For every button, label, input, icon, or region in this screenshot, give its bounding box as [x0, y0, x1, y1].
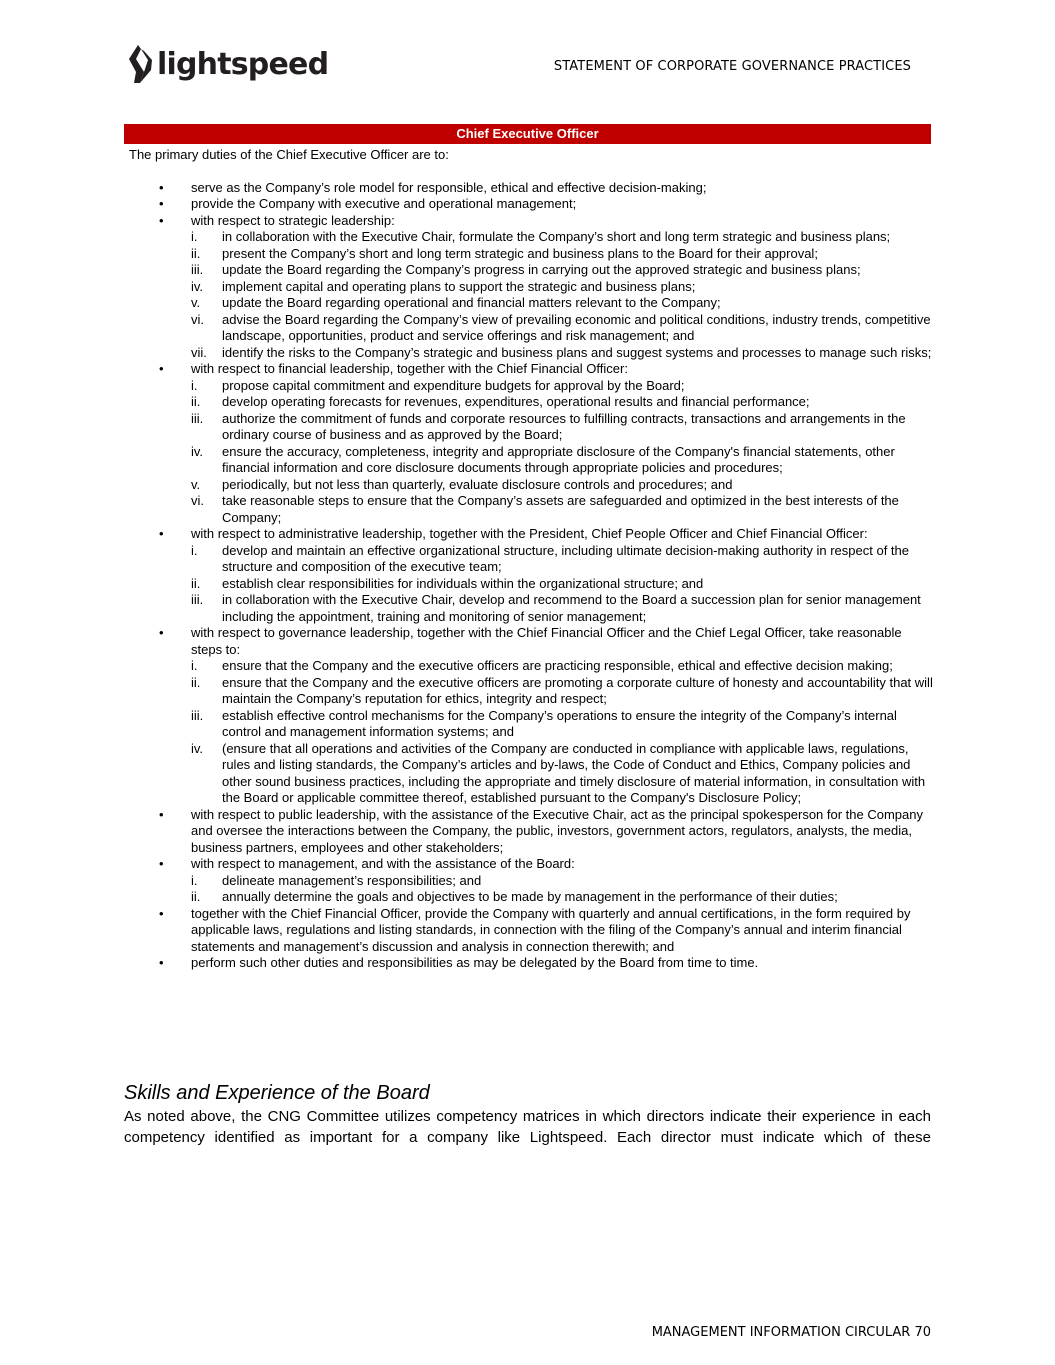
duty-subitem: [124, 873, 934, 890]
duty-subitem: [124, 378, 934, 395]
duty-subitem: [124, 229, 934, 246]
section-intro: The primary duties of the Chief Executive Officer are to:: [129, 147, 449, 162]
bullet-marker: •: [159, 856, 164, 871]
duty-subitem: [124, 675, 934, 708]
subitem-text: develop operating forecasts for revenues, expenditures, operational results and financial performance;: [222, 394, 810, 409]
duty-item: [124, 807, 934, 857]
subitem-text: in collaboration with the Executive Chair, develop and recommend to the Board a succession plan for senior management including the appointment, training and monitoring of senior management;: [222, 592, 921, 624]
bullet-marker: •: [159, 955, 164, 970]
subitem-text: in collaboration with the Executive Chair, formulate the Company’s short and long term strategic and business plans;: [222, 229, 891, 244]
duty-subitem: [124, 708, 934, 741]
subitem-text: take reasonable steps to ensure that the Company’s assets are safeguarded and optimized in the best interests of the Company;: [222, 493, 899, 525]
subitem-text: authorize the commitment of funds and corporate resources to fulfilling contracts, transactions and arrangements in the ordinary course of business and as approved by the Board;: [222, 410, 906, 442]
subitem-text: update the Board regarding the Company’s progress in carrying out the approved strategic and business plans;: [222, 262, 861, 277]
duty-item: [124, 526, 934, 625]
subitem-marker: vii.: [191, 344, 207, 360]
subitem-text: establish clear responsibilities for individuals within the organizational structure; and: [222, 575, 704, 591]
subitem-marker: ii.: [191, 394, 201, 409]
subitem-marker: i.: [191, 377, 198, 393]
subitem-marker: iv.: [191, 278, 204, 294]
subitem-marker: iv.: [191, 740, 204, 756]
duty-subitem: [124, 889, 934, 906]
lightspeed-flame-icon: [127, 43, 153, 86]
duties-list: [124, 180, 934, 972]
subitem-marker: ii.: [191, 245, 201, 261]
subitem-text: delineate management’s responsibilities; and: [222, 872, 482, 888]
subitem-text: ensure the accuracy, completeness, integrity and appropriate disclosure of the Company's financial statements, other financial information and core disclosure documents through appropriate policies and procedures;: [222, 443, 895, 475]
subitem-marker: iii.: [191, 262, 204, 277]
subitem-text: establish effective control mechanisms for the Company’s operations to ensure the integrity of the Company’s internal control and management information systems; and: [222, 707, 897, 739]
subitem-marker: iv.: [191, 443, 204, 459]
duty-subitem: [124, 394, 934, 411]
duty-text: with respect to strategic leadership:: [191, 212, 395, 228]
duty-subitems: [191, 658, 934, 807]
duty-subitems: [191, 873, 934, 906]
subitem-marker: i.: [191, 229, 198, 244]
duty-item: [124, 180, 934, 197]
subitem-marker: ii.: [191, 674, 201, 690]
subitem-marker: i.: [191, 658, 198, 673]
bullet-marker: •: [159, 625, 164, 640]
subitem-text: annually determine the goals and objectives to be made by management in the performance of their duties;: [222, 889, 838, 904]
duty-text: serve as the Company’s role model for responsible, ethical and effective decision-making;: [191, 179, 707, 195]
page-footer: MANAGEMENT INFORMATION CIRCULAR 70: [651, 1325, 931, 1340]
bullet-marker: •: [159, 526, 164, 541]
duty-item: [124, 196, 934, 213]
subitem-marker: iii.: [191, 410, 204, 426]
duty-subitems: [191, 543, 934, 626]
duty-subitem: [124, 444, 934, 477]
skills-paragraph: As noted above, the CNG Committee utilizes competency matrices in which directors indicate their experience in each competency identified as important for a company like Lightspeed. Each director must indicate which of these: [124, 1108, 931, 1146]
subitem-marker: i.: [191, 872, 198, 888]
duty-text: with respect to financial leadership, together with the Chief Financial Officer:: [191, 361, 628, 376]
duty-text: together with the Chief Financial Officer, provide the Company with quarterly and annual certifications, in the form required by applicable laws, regulations and listing standards, in connection with the filing of the Company’s annual and interim financial statements and management’s discussion and analysis in connection therewith; and: [191, 905, 911, 954]
duty-text: with respect to administrative leadership, together with the President, Chief People Officer and Chief Financial Officer:: [191, 526, 868, 541]
duty-item: [124, 361, 934, 526]
document-title: STATEMENT OF CORPORATE GOVERNANCE PRACTICES: [553, 59, 911, 74]
subitem-marker: v.: [191, 295, 201, 310]
subitem-marker: iii.: [191, 707, 204, 723]
duty-subitem: [124, 576, 934, 593]
subitem-text: ensure that the Company and the executive officers are promoting a corporate culture of honesty and accountability that will maintain the Company’s reputation for ethics, integrity and respect;: [222, 674, 933, 706]
subitem-text: advise the Board regarding the Company’s view of prevailing economic and political conditions, industry trends, competitive landscape, opportunities, product and service offerings and risk management; and: [222, 311, 931, 343]
duty-subitem: [124, 741, 934, 807]
duty-text: provide the Company with executive and operational management;: [191, 196, 577, 211]
duty-text: with respect to governance leadership, together with the Chief Financial Officer and the Chief Legal Officer, take reasonable steps to:: [191, 625, 902, 657]
company-logo: [127, 43, 328, 86]
duty-subitem: [124, 312, 934, 345]
duty-subitem: [124, 592, 934, 625]
duty-text: perform such other duties and responsibilities as may be delegated by the Board from time to time.: [191, 955, 759, 970]
duty-subitem: [124, 477, 934, 494]
subitem-marker: vi.: [191, 493, 204, 508]
subitem-text: (ensure that all operations and activities of the Company are conducted in compliance with applicable laws, regulations, rules and listing standards, the Company’s articles and by-laws, the Code of Conduct and Ethics, Company policies and other sound business practices, including the appropriate and timely disclosure of material information, in consultation with the Board or applicable committee thereof, established pursuant to the Company's Disclosure Policy;: [222, 740, 926, 805]
subitem-text: periodically, but not less than quarterly, evaluate disclosure controls and procedures; and: [222, 476, 733, 492]
duty-subitem: [124, 493, 934, 526]
subitem-marker: iii.: [191, 592, 204, 607]
subitem-marker: v.: [191, 476, 201, 492]
duty-item: [124, 856, 934, 906]
duty-subitems: [191, 229, 934, 361]
duty-item: [124, 955, 934, 972]
duty-subitem: [124, 262, 934, 279]
bullet-marker: •: [159, 361, 164, 376]
subitem-marker: i.: [191, 542, 198, 558]
duty-subitem: [124, 345, 934, 362]
subitem-marker: ii.: [191, 889, 201, 904]
bullet-marker: •: [159, 806, 164, 822]
subitem-text: identify the risks to the Company’s strategic and business plans and suggest systems and processes to manage such risks;: [222, 344, 932, 360]
bullet-marker: •: [159, 212, 164, 228]
subitem-text: ensure that the Company and the executive officers are practicing responsible, ethical and effective decision making;: [222, 658, 893, 673]
logo-wordmark: lightspeed: [157, 46, 329, 82]
subitem-text: present the Company’s short and long term strategic and business plans to the Board for their approval;: [222, 245, 818, 261]
duty-subitems: [191, 378, 934, 527]
skills-heading: Skills and Experience of the Board: [124, 1082, 430, 1104]
section-title-bar: Chief Executive Officer: [124, 124, 931, 144]
duty-item: [124, 213, 934, 362]
subitem-text: propose capital commitment and expenditure budgets for approval by the Board;: [222, 377, 685, 393]
subitem-marker: ii.: [191, 575, 201, 591]
bullet-marker: •: [159, 196, 164, 211]
duty-subitem: [124, 411, 934, 444]
duty-subitem: [124, 658, 934, 675]
subitem-text: implement capital and operating plans to support the strategic and business plans;: [222, 278, 696, 294]
subitem-text: update the Board regarding operational and financial matters relevant to the Company;: [222, 295, 721, 310]
subitem-marker: vi.: [191, 311, 204, 327]
duty-subitem: [124, 279, 934, 296]
duty-subitem: [124, 295, 934, 312]
duty-text: with respect to management, and with the assistance of the Board:: [191, 856, 575, 871]
duty-item: [124, 906, 934, 956]
duty-subitem: [124, 246, 934, 263]
subitem-text: develop and maintain an effective organizational structure, including ultimate decision-making authority in respect of the structure and composition of the executive team;: [222, 542, 909, 574]
duty-item: [124, 625, 934, 807]
duty-subitem: [124, 543, 934, 576]
bullet-marker: •: [159, 179, 164, 195]
duty-text: with respect to public leadership, with the assistance of the Executive Chair, act as the principal spokesperson for the Company and oversee the interactions between the Company, the public, investors, government actors, regulators, analysts, the media, business partners, employees and other stakeholders;: [191, 806, 923, 855]
bullet-marker: •: [159, 905, 164, 921]
